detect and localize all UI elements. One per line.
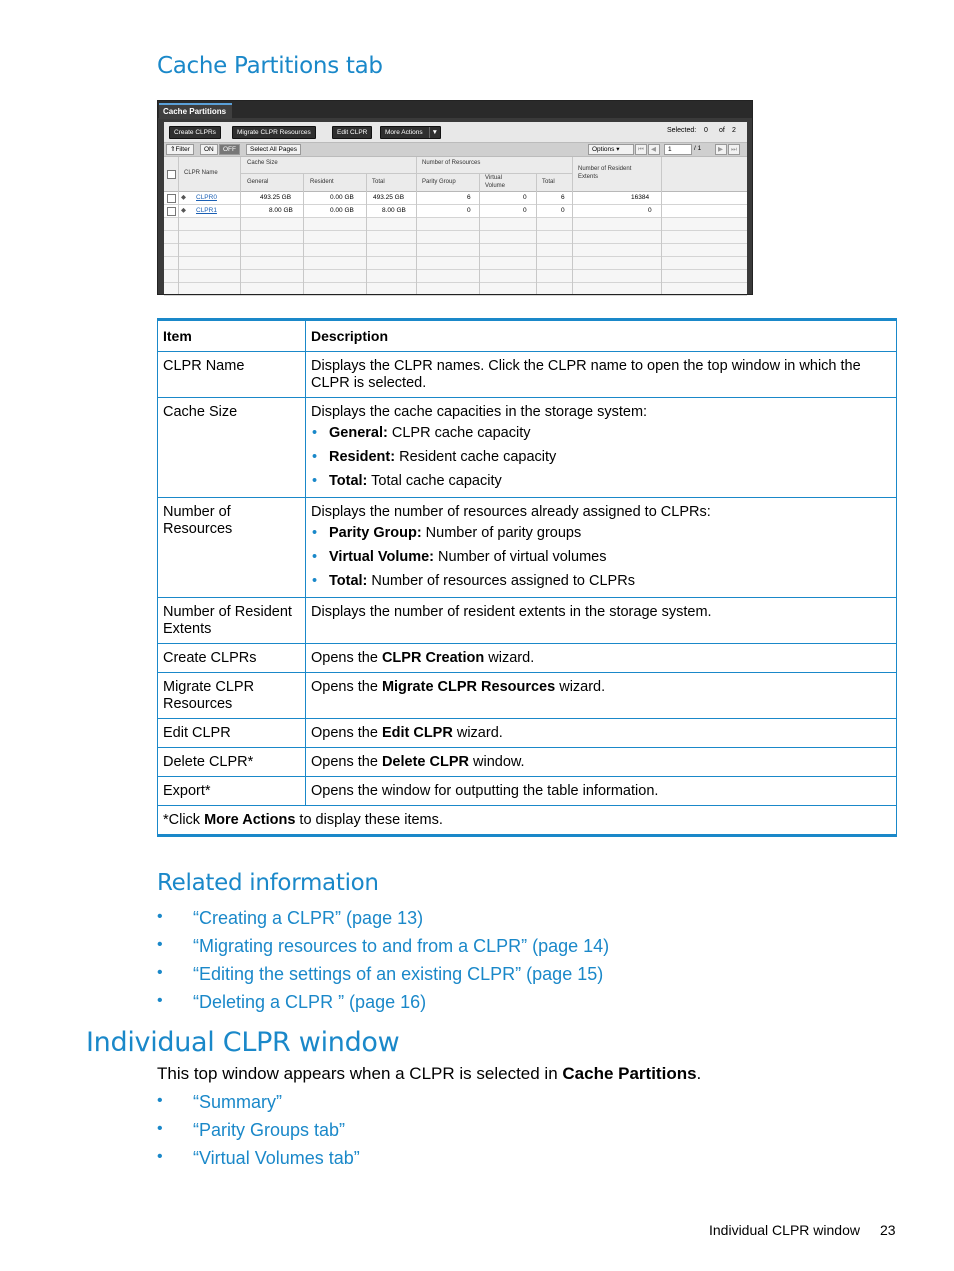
grid-divider — [536, 174, 537, 294]
term: Total: — [329, 573, 368, 589]
cell-total-resources: 6 — [561, 194, 565, 201]
list-item — [329, 525, 891, 542]
table-row — [158, 644, 897, 673]
item-cell: Number of Resources — [158, 498, 306, 598]
cell-total: 493.25 GB — [373, 194, 405, 201]
definition: Number of resources assigned to CLPRs — [367, 573, 635, 589]
description-cell: Displays the CLPR names. Click the CLPR name to open the top window in which the CLPR is selected. — [306, 352, 897, 398]
page-total: / 1 — [694, 145, 702, 152]
page-number: 23 — [880, 1222, 896, 1238]
bullet: • — [157, 908, 163, 925]
cell-virtual: 0 — [523, 207, 527, 214]
total-count: 2 — [732, 127, 736, 134]
next-page-icon[interactable]: ▶ — [715, 144, 727, 155]
header-resident[interactable]: Resident — [310, 179, 334, 185]
related-link[interactable]: “Creating a CLPR” (page 13) — [193, 908, 424, 928]
header-clpr-name[interactable]: CLPR Name — [184, 170, 218, 176]
create-clprs-button[interactable]: Create CLPRs — [169, 126, 221, 139]
description-text: Opens the — [311, 754, 382, 770]
description-cell — [306, 748, 897, 777]
clpr-grid — [164, 157, 747, 294]
clpr-icon: ◆ — [181, 207, 186, 214]
cache-partitions-tab[interactable]: Cache Partitions — [159, 103, 232, 119]
wizard-name: Migrate CLPR Resources — [381, 679, 556, 695]
description-cell: Displays the number of resident extents in the storage system. — [306, 598, 897, 644]
more-actions-button[interactable] — [380, 126, 441, 139]
cell-virtual: 0 — [523, 194, 527, 201]
description-cell — [306, 644, 897, 673]
virtual-volumes-tab-link[interactable]: “Virtual Volumes tab” — [193, 1148, 360, 1168]
header-description: Description — [306, 320, 897, 352]
cell-parity: 0 — [467, 207, 471, 214]
clpr-name-link[interactable]: CLPR0 — [196, 194, 217, 201]
table-row — [158, 598, 897, 644]
cell-general: 8.00 GB — [269, 207, 293, 214]
grid-divider — [240, 173, 416, 174]
header-number-of-resources: Number of Resources — [422, 160, 481, 166]
intro-bold: Cache Partitions — [562, 1064, 697, 1083]
table-row — [158, 398, 897, 498]
header-general[interactable]: General — [247, 179, 269, 185]
row-checkbox[interactable] — [167, 194, 176, 203]
list-item — [329, 549, 891, 566]
item-cell: Delete CLPR* — [158, 748, 306, 777]
item-cell: Cache Size — [158, 398, 306, 498]
description-cell — [306, 398, 897, 498]
filter-button[interactable] — [166, 144, 194, 155]
grid-divider — [240, 157, 241, 294]
table-row — [164, 218, 747, 231]
intro-paragraph — [157, 1064, 701, 1084]
table-row — [164, 244, 747, 257]
list-item — [329, 573, 891, 590]
intro-text: This top window appears when a CLPR is selected in — [157, 1064, 563, 1083]
definition: Number of parity groups — [421, 525, 582, 541]
cell-parity: 6 — [467, 194, 471, 201]
cell-general: 493.25 GB — [260, 194, 292, 201]
cache-partitions-screenshot — [157, 100, 753, 295]
header-virtual-volume-line2: Volume — [485, 183, 506, 189]
grid-divider — [572, 157, 573, 294]
selected-label: Selected: — [667, 127, 697, 134]
page-number-input[interactable]: 1 — [664, 144, 692, 155]
table-row — [158, 498, 897, 598]
table-row — [164, 270, 747, 283]
description-text: wizard. — [452, 725, 503, 741]
header-item: Item — [158, 320, 306, 352]
grid-divider — [479, 174, 480, 294]
summary-link[interactable]: “Summary” — [193, 1092, 282, 1112]
header-total-resources[interactable]: Total — [542, 179, 555, 185]
list-item — [329, 473, 891, 490]
bullet: • — [157, 936, 163, 953]
table-row — [158, 352, 897, 398]
cell-extents: 0 — [648, 207, 652, 214]
bullet: • — [157, 1092, 163, 1109]
definition: Resident cache capacity — [395, 449, 557, 465]
term: Resident: — [329, 449, 396, 465]
header-cache-size: Cache Size — [247, 160, 278, 166]
of-label: of — [719, 127, 725, 134]
item-cell: Export* — [158, 777, 306, 806]
table-note — [158, 806, 897, 836]
table-row — [164, 257, 747, 270]
bullet-list — [311, 425, 891, 490]
cell-extents: 16384 — [631, 194, 650, 201]
filter-bar — [164, 142, 747, 157]
options-button[interactable] — [588, 144, 634, 155]
related-link[interactable]: “Editing the settings of an existing CLPR” (page 15) — [193, 964, 604, 984]
description-text: Opens the — [311, 725, 382, 741]
description-cell — [306, 498, 897, 598]
term: Parity Group: — [329, 525, 422, 541]
clpr-name-link[interactable]: CLPR1 — [196, 207, 217, 214]
description-cell — [306, 719, 897, 748]
item-cell: Edit CLPR — [158, 719, 306, 748]
table-row — [158, 673, 897, 719]
table-row — [158, 777, 897, 806]
grid-divider — [416, 173, 572, 174]
page-title: Individual CLPR window — [86, 1027, 400, 1058]
list-item — [329, 449, 891, 466]
header-total[interactable]: Total — [372, 179, 385, 185]
note-text: *Click — [163, 812, 205, 828]
row-checkbox[interactable] — [167, 207, 176, 216]
term: General: — [329, 425, 388, 441]
header-resident-extents-line2: Extents — [578, 174, 599, 180]
list-item — [329, 425, 891, 442]
item-cell: Create CLPRs — [158, 644, 306, 673]
parity-groups-tab-link[interactable]: “Parity Groups tab” — [193, 1120, 346, 1140]
bullet: • — [157, 1148, 163, 1165]
table-row — [164, 283, 747, 296]
related-information-heading: Related information — [157, 870, 379, 896]
migrate-clpr-resources-button[interactable]: Migrate CLPR Resources — [232, 126, 316, 139]
bullet-list — [311, 525, 891, 590]
cell-resident: 0.00 GB — [330, 207, 354, 214]
item-cell: Migrate CLPR Resources — [158, 673, 306, 719]
term: Virtual Volume: — [329, 549, 435, 565]
bullet: • — [157, 964, 163, 981]
screenshot-panel — [164, 122, 747, 294]
definition: Number of virtual volumes — [434, 549, 607, 565]
table-row[interactable] — [164, 192, 747, 205]
more-actions-label: More Actions — [385, 129, 423, 136]
select-all-checkbox[interactable] — [167, 170, 176, 179]
grid-divider — [661, 157, 662, 294]
item-cell: Number of Resident Extents — [158, 598, 306, 644]
related-link[interactable]: “Migrating resources to and from a CLPR” (page 14) — [193, 936, 610, 956]
table-note-row — [158, 806, 897, 836]
description-text: Opens the — [311, 650, 382, 666]
first-page-icon[interactable]: ⏮ — [635, 144, 647, 155]
grid-divider — [178, 157, 179, 294]
grid-divider — [303, 174, 304, 294]
select-all-pages-button[interactable]: Select All Pages — [246, 144, 301, 155]
description-cell: Opens the window for outputting the table information. — [306, 777, 897, 806]
cell-total-resources: 0 — [561, 207, 565, 214]
filter-label: Filter — [175, 146, 190, 153]
edit-clpr-button[interactable]: Edit CLPR — [332, 126, 372, 139]
last-page-icon[interactable]: ⏭ — [728, 144, 740, 155]
term: Total: — [329, 473, 368, 489]
header-parity-group[interactable]: Parity Group — [422, 179, 456, 185]
grid-divider — [366, 174, 367, 294]
item-description-table — [157, 318, 897, 837]
table-row — [158, 719, 897, 748]
cell-resident: 0.00 GB — [330, 194, 354, 201]
chevron-down-icon: ▾ — [616, 146, 620, 153]
section-title: Cache Partitions tab — [157, 53, 383, 79]
filter-off-button[interactable]: OFF — [219, 144, 240, 155]
footer-title: Individual CLPR window — [709, 1222, 860, 1238]
wizard-name: Edit CLPR — [381, 725, 453, 741]
definition: CLPR cache capacity — [387, 425, 531, 441]
filter-on-button[interactable]: ON — [200, 144, 218, 155]
clpr-icon: ◆ — [181, 194, 186, 201]
bullet: • — [157, 1120, 163, 1137]
window-name: Delete CLPR — [381, 754, 469, 770]
description-text: window. — [468, 754, 525, 770]
item-cell: CLPR Name — [158, 352, 306, 398]
intro-text: . — [696, 1064, 702, 1083]
header-virtual-volume[interactable]: Virtual — [485, 175, 502, 181]
related-link[interactable]: “Deleting a CLPR ” (page 16) — [193, 992, 427, 1012]
table-row — [164, 231, 747, 244]
description-text: wizard. — [555, 679, 606, 695]
table-row — [158, 748, 897, 777]
table-row[interactable] — [164, 205, 747, 218]
chevron-down-icon: ▼ — [429, 127, 440, 138]
table-header-row — [158, 320, 897, 352]
grid-divider — [416, 157, 417, 294]
description-text: Opens the — [311, 679, 382, 695]
cell-total: 8.00 GB — [382, 207, 406, 214]
definition: Total cache capacity — [367, 473, 502, 489]
description-text: Displays the number of resources already assigned to CLPRs: — [311, 504, 711, 520]
description-cell — [306, 673, 897, 719]
description-text: Displays the cache capacities in the storage system: — [311, 404, 648, 420]
filter-icon: ⇑ — [170, 146, 176, 153]
wizard-name: CLPR Creation — [381, 650, 485, 666]
bullet: • — [157, 992, 163, 1009]
header-resident-extents[interactable]: Number of Resident — [578, 166, 632, 172]
selected-count: 0 — [704, 127, 708, 134]
options-label: Options — [592, 146, 615, 153]
prev-page-icon[interactable]: ◀ — [648, 144, 660, 155]
note-bold: More Actions — [204, 812, 296, 828]
note-text: to display these items. — [295, 812, 443, 828]
description-text: wizard. — [484, 650, 535, 666]
screenshot-title-bar — [158, 101, 752, 118]
